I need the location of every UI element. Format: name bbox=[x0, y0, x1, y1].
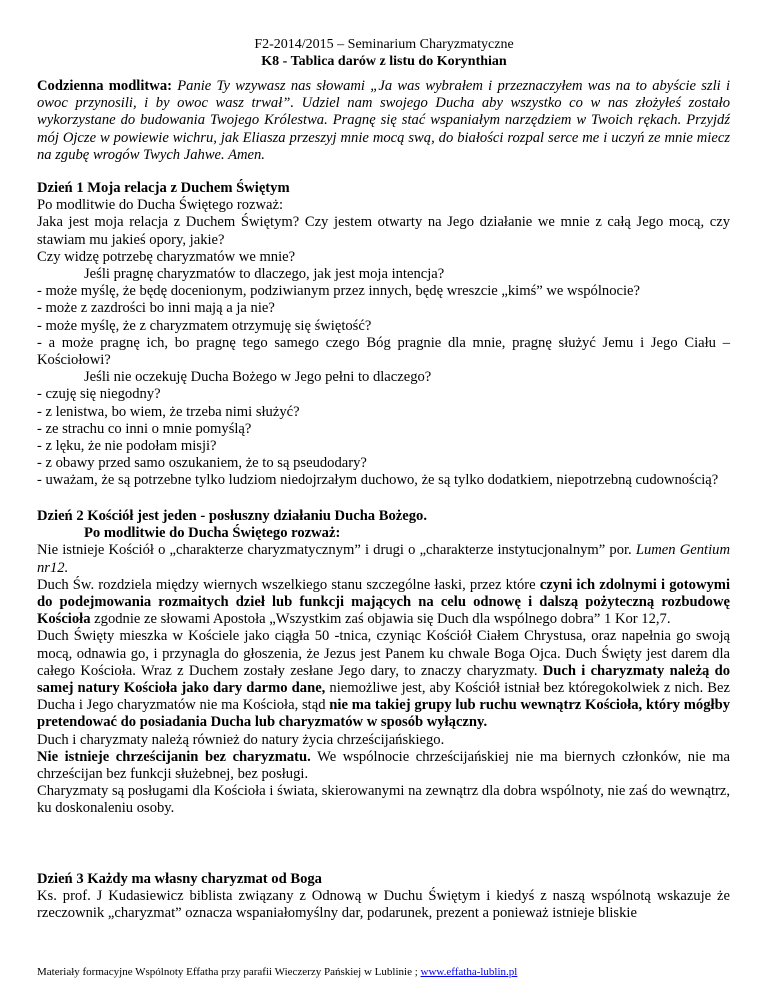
list-item: - z lenistwa, bo wiem, że trzeba nimi służyć? bbox=[37, 403, 300, 420]
day-1-question-2: Jeśli nie oczekuję Ducha Bożego w Jego pełni to dlaczego? bbox=[84, 369, 432, 386]
header-line-1: F2-2014/2015 – Seminarium Charyzmatyczne bbox=[254, 37, 514, 52]
list-item: - z obawy przed samo oszukaniem, że to są pseudodary? bbox=[37, 455, 367, 472]
day-2-emphasis: nie ma takiej grupy lub ruchu wewnątrz Kościoła, który mógłby pretendować do posiadania Ducha lub charyzmatów w sposób wyłączny. bbox=[37, 697, 730, 731]
day-1-question-1: Jeśli pragnę charyzmatów to dlaczego, jak jest moja intencja? bbox=[84, 266, 445, 283]
day-2-paragraph-4: Duch i charyzmaty należą również do natury życia chrześcijańskiego. bbox=[37, 731, 445, 748]
day-1-line: Po modlitwie do Ducha Świętego rozważ: bbox=[37, 197, 284, 214]
page-footer bbox=[37, 965, 517, 979]
list-item: - może z zazdrości bo inni mają a ja nie? bbox=[37, 300, 275, 317]
day-2-paragraph-3: Duch Święty mieszka w Kościele jako ciągła 50 -tnica, czyniąc Kościół Ciałem Chrystusa, oraz napełnia go swoją mocą, odnawia go, i przynagla do głoszenia, że Jezus jest Panem ku chwale Boga Ojca. Duch Święty jest darem dla całego Kościoła. Wraz z Duchem zostały zesłane Jego dary, to znaczy charyzmaty. bbox=[37, 628, 730, 679]
day-2-emphasis: Nie istnieje chrześcijanin bez charyzmatu. bbox=[37, 748, 311, 765]
lumen-gentium-ref: Lumen Gentium nr12. bbox=[37, 542, 730, 576]
day-3-paragraph: Ks. prof. J Kudasiewicz biblista związany z Odnową w Duchu Świętym i kiedyś z naszą wspólnotą wskazuje że rzeczownik „charyzmat” oznacza wspaniałomyślny dar, podarunek, prezent a ponieważ istnieje bliskie bbox=[37, 888, 730, 922]
list-item: - z lęku, że nie podołam misji? bbox=[37, 438, 217, 455]
day-2-paragraph-1: Nie istnieje Kościół o „charakterze charyzmatycznym” i drugi o „charakterze instytucjonalnym” por. bbox=[37, 542, 636, 559]
header-line-2: K8 - Tablica darów z listu do Korynthian bbox=[261, 54, 507, 69]
day-2-paragraph-6: Charyzmaty są posługami dla Kościoła i świata, skierowanymi na zewnątrz dla dobra wspólnoty, nie zaś do wewnątrz, ku doskonaleniu osoby. bbox=[37, 783, 730, 817]
daily-prayer bbox=[37, 78, 730, 164]
list-item: - uważam, że są potrzebne tylko ludziom niedojrzałym duchowo, że są tylko dodatkiem, niepotrzebną cudownością? bbox=[37, 472, 719, 489]
day-2-section bbox=[37, 508, 730, 818]
day-2-paragraph-3-mid: niemożliwe jest, aby Kościół istniał bez któregokolwiek z nich. Bez Ducha i Jego charyzmatów nie ma Kościoła, stąd bbox=[37, 680, 730, 714]
footer-link[interactable]: www.effatha-lublin.pl bbox=[420, 966, 518, 978]
day-2-title: Dzień 2 Kościół jest jeden - posłuszny działaniu Ducha Bożego. bbox=[37, 508, 427, 524]
day-1-line: Czy widzę potrzebę charyzmatów we mnie? bbox=[37, 248, 296, 265]
footer-text: Materiały formacyjne Wspólnoty Effatha przy parafii Wieczerzy Pańskiej w Lublinie ; bbox=[37, 966, 421, 978]
day-2-paragraph-2: Duch Św. rozdziela między wiernych wszelkiego stanu szczególne łaski, przez które bbox=[37, 576, 540, 593]
day-2-emphasis: czyni ich zdolnymi i gotowymi do podejmowania rozmaitych dzieł lub funkcji mających na celu odnowę i dalszą pożyteczną rozbudowę Kościoła bbox=[37, 576, 731, 628]
day-2-paragraph-2-end: zgodnie ze słowami Apostoła „Wszystkim zaś objawia się Duch dla wspólnego dobra” 1 Kor 12,7. bbox=[90, 611, 671, 628]
list-item: - może myślę, że będę docenionym, podziwianym przez innych, będę wreszcie „kimś” we wspólnocie? bbox=[37, 283, 640, 300]
day-3-section bbox=[37, 871, 730, 923]
list-item: - może myślę, że z charyzmatem otrzymuję się świętość? bbox=[37, 317, 372, 334]
day-2-emphasis: Duch i charyzmaty należą do samej natury Kościoła jako dary darmo dane, bbox=[37, 662, 730, 697]
document-header bbox=[0, 36, 768, 70]
day-1-section bbox=[37, 180, 730, 490]
day-2-paragraph-5: We wspólnocie chrześcijańskiej nie ma biernych członków, nie ma chrześcijan bez funkcji służebnej, bez posługi. bbox=[37, 748, 730, 783]
list-item: - ze strachu co inni o mnie pomyślą? bbox=[37, 420, 252, 437]
prayer-label: Codzienna modlitwa: bbox=[37, 78, 172, 94]
list-item: - czuję się niegodny? bbox=[37, 386, 161, 403]
day-3-title: Dzień 3 Każdy ma własny charyzmat od Boga bbox=[37, 871, 322, 887]
day-2-subtitle: Po modlitwie do Ducha Świętego rozważ: bbox=[84, 525, 341, 542]
day-1-line: Jaka jest moja relacja z Duchem Świętym? Czy jestem otwarty na Jego działanie we mnie z całą Jego mocą, czy stawiam mu jakieś opory, jakie? bbox=[37, 214, 730, 248]
prayer-text: Panie Ty wzywasz nas słowami „Ja was wybrałem i przeznaczyłem was na to abyście szli i owoc przynosili, i by owoc wasz trwał”. Udziel nam swojego Ducha aby wszystko co w nas złożyłeś zostało wykorzystane do budowania Twojego Królestwa. Pragnę się stać wspaniałym narzędziem w Twoich rękach. Przyjdź mój Ojcze w powiewie wichru, jak Eliasza przeszyj mnie mocą swą, do białości rozpal serce me i uczyń ze mnie miecz na zgubę wrogów Twych Jahwe. Amen. bbox=[37, 78, 730, 163]
list-item: - a może pragnę ich, bo pragnę tego samego czego Bóg pragnie dla mnie, pragnę służyć Jemu i Jego Ciału – Kościołowi? bbox=[37, 334, 730, 369]
day-1-title: Dzień 1 Moja relacja z Duchem Świętym bbox=[37, 180, 290, 196]
